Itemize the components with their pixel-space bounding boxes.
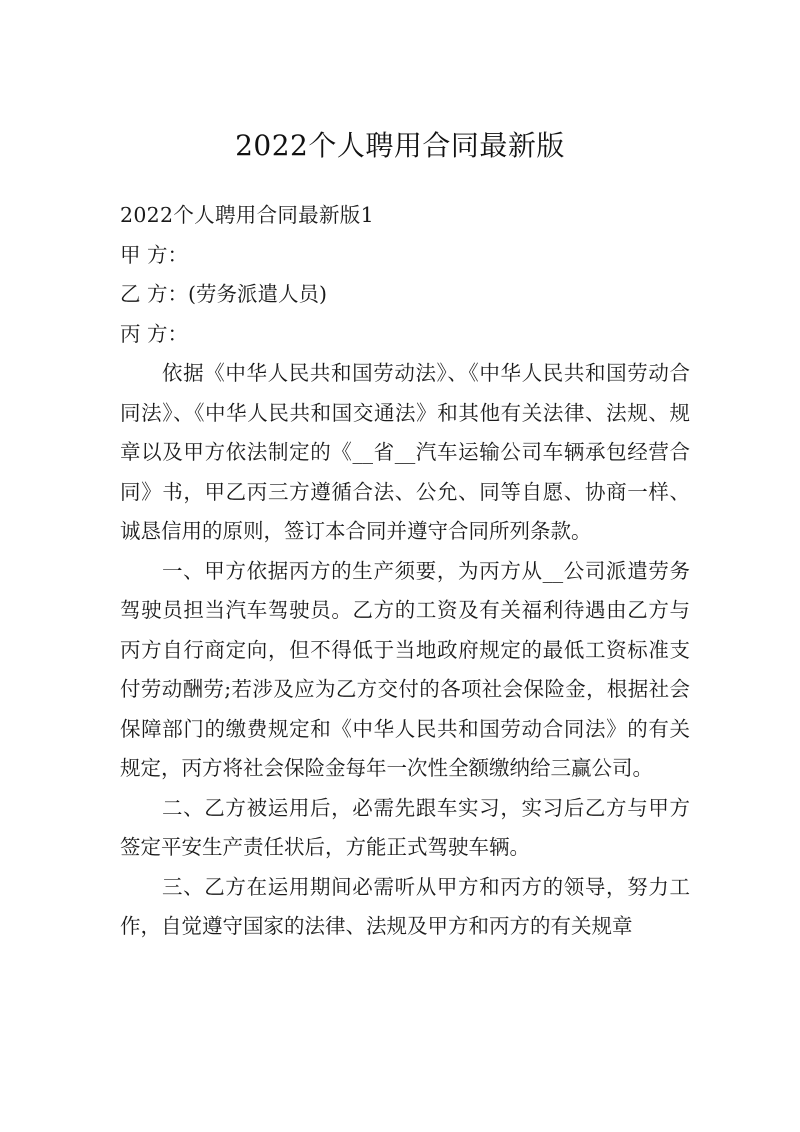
paragraph-legal-basis: 依据《中华人民共和国劳动法》、《中华人民共和国劳动合同法》、《中华人民共和国交通法》和其他有关法律、法规、规章以及甲方依法制定的《__省__汽车运输公司车辆承包经营合同》书，甲乙丙三方遵循合法、公允、同等自愿、协商一样、诚恳信用的原则，签订本合同并遵守合同所列条款。 [120, 361, 690, 543]
paragraph-clause-1: 一、甲方依据丙方的生产须要，为丙方从__公司派遣劳务驾驶员担当汽车驾驶员。乙方的工资及有关福利待遇由乙方与丙方自行商定向，但不得低于当地政府规定的最低工资标准支付劳动酬劳;若涉及应为乙方交付的各项社会保险金，根据社会保障部门的缴费规定和《中华人民共和国劳动合同法》的有关规定，丙方将社会保险金每年一次性全额缴纳给三赢公司。 [120, 558, 690, 780]
document-subtitle: 2022个人聘用合同最新版1 [120, 203, 374, 227]
paragraph-clause-2: 二、乙方被运用后，必需先跟车实习，实习后乙方与甲方签定平安生产责任状后，方能正式驾驶车辆。 [120, 795, 690, 859]
party-b-line: 乙 方：(劳务派遣人员) [120, 282, 328, 306]
party-a-line: 甲 方： [120, 242, 189, 267]
party-c-line: 丙 方： [120, 321, 189, 346]
document-body [120, 196, 690, 947]
paragraph-clause-3: 三、乙方在运用期间必需听从甲方和丙方的领导，努力工作，自觉遵守国家的法律、法规及甲方和丙方的有关规章 [120, 874, 690, 938]
document-title: 2022个人聘用合同最新版 [235, 129, 565, 162]
